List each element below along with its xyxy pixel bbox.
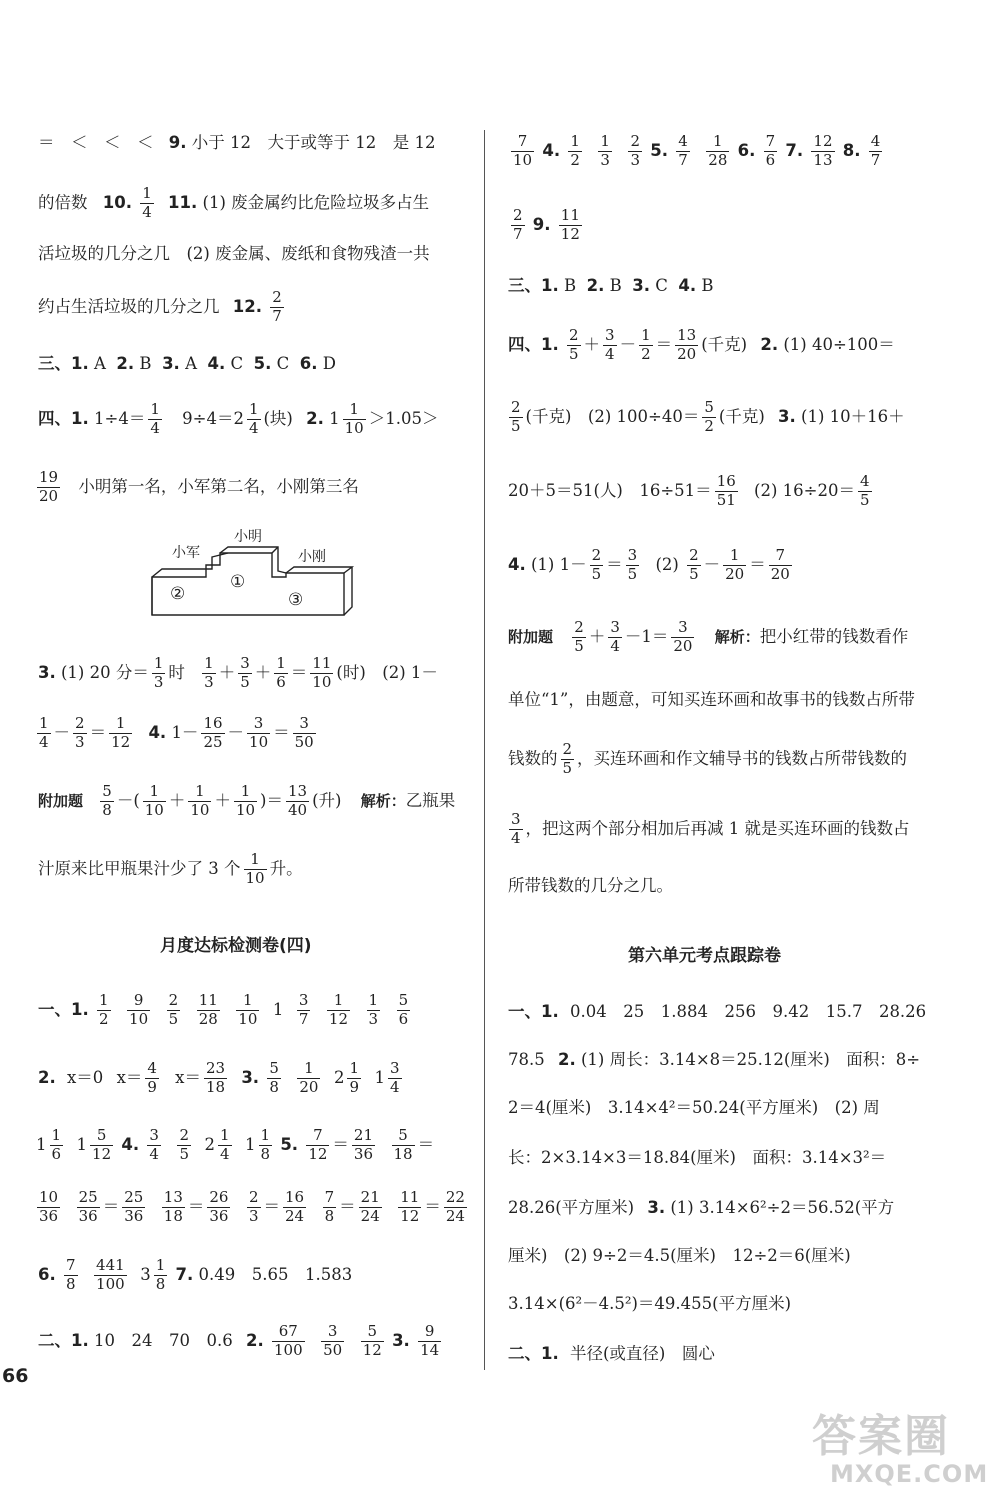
right-line-1: $\frac{7}{10}$ 4. $\frac{1}{2}$ $\frac{1}{3}$ $\frac{2}{3}$ 5. $\frac{4}{7}$ $\frac{1}{28}$ 6. $\frac{7}{6}$ 7. $\frac{12}{13}$ 8. $\frac{4}{7}$	[513, 132, 881, 169]
rank-1: ①	[230, 572, 246, 592]
left-line-13: 2. x＝0 x＝ $\frac{4}{9}$ x＝ $\frac{23}{18}$ 3. $\frac{5}{8}$ $\frac{1}{20}$ 2 $\frac{1}{9}$ 1 $\frac{3}{4}$	[38, 1059, 400, 1096]
left-line-7: $\frac{19}{20}$ 小明第一名，小军第二名，小刚第三名	[39, 468, 359, 505]
watermark: 答案圈 MXQE.COM	[812, 1411, 989, 1488]
left-line-4: 约占生活垃圾的几分之几 12. $\frac{2}{7}$	[38, 288, 282, 325]
right-line-18: 厘米) (2) 9÷2＝4.5(厘米) 12÷2＝6(厘米)	[508, 1246, 851, 1265]
left-line-12: 一、1. $\frac{1}{2}$ $\frac{9}{10}$ $\frac{2}{5}$ $\frac{11}{28}$ $\frac{1}{10}$ 1 $\frac{3}{7}$ $\frac{1}{12}$ $\frac{1}{3}$ $\frac{5}{6}$	[38, 991, 409, 1028]
right-line-17: 28.26(平方厘米) 3. (1) 3.14×6²÷2＝56.52(平方	[508, 1198, 895, 1217]
left-line-11: 汁原来比甲瓶果汁少了 3 个 $\frac{1}{10}$ 升。	[38, 850, 303, 887]
right-line-7: 4. (1) 1－ $\frac{2}{5}$ ＝ $\frac{3}{5}$ (2) $\frac{2}{5}$ － $\frac{1}{20}$ ＝ $\frac{7}{20}$	[508, 546, 790, 583]
left-line-10: 附加题 $\frac{5}{8}$ －( $\frac{1}{10}$ ＋ $\frac{1}{10}$ ＋ $\frac{1}{10}$ )＝ $\frac{13}{40}$ (升) 解析：乙瓶果	[38, 782, 456, 819]
fraction: $\frac{2}{7}$	[272, 288, 282, 325]
right-line-15: 2＝4(厘米) 3.14×4²＝50.24(平方厘米) (2) 周	[508, 1098, 880, 1117]
right-line-12: 所带钱数的几分之几。	[508, 876, 673, 895]
left-line-17: 二、1. 10 24 70 0.6 2. $\frac{67}{100}$ $\frac{3}{50}$ $\frac{5}{12}$ 3. $\frac{9}{14}$	[38, 1322, 440, 1359]
section-title-monthly-4: 月度达标检测卷(四)	[160, 936, 312, 956]
left-line-1: ＝ ＜ ＜ ＜ 9. 小于 12 大于或等于 12 是 12	[38, 133, 436, 152]
rank-3: ③	[288, 590, 304, 610]
left-line-14: 1 $\frac{1}{6}$ 1 $\frac{5}{12}$ 4. $\frac{3}{4}$ $\frac{2}{5}$ 2 $\frac{1}{4}$ 1 $\frac{1}{8}$ 5. $\frac{7}{12}$ ＝ $\frac{21}{36}$ $\frac{5}{18}$ ＝	[36, 1126, 435, 1163]
rank-2: ②	[170, 584, 186, 604]
left-line-9: $\frac{1}{4}$ － $\frac{2}{3}$ ＝ $\frac{1}{12}$ 4. 1－ $\frac{16}{25}$ － $\frac{3}{10}$ ＝ $\frac{3}{50}$	[39, 714, 314, 751]
page-number: 66	[2, 1365, 29, 1387]
left-line-16: 6. $\frac{7}{8}$ $\frac{441}{100}$ 3 $\frac{1}{8}$ 7. 0.49 5.65 1.583	[38, 1256, 353, 1293]
right-line-11: $\frac{3}{4}$ ，把这两个部分相加后再减 1 就是买连环画的钱数占	[511, 810, 910, 847]
left-line-6: 四、1. 1÷4＝ $\frac{1}{4}$ 9÷4＝2 $\frac{1}{4}$ (块) 2. 1 $\frac{1}{10}$ ＞1.05＞	[38, 400, 439, 437]
right-line-19: 3.14×(6²－4.5²)＝49.455(平方厘米)	[508, 1294, 792, 1313]
right-line-8: 附加题 $\frac{2}{5}$ ＋ $\frac{3}{4}$ －1＝ $\frac{3}{20}$ 解析：把小红带的钱数看作	[508, 618, 909, 655]
left-line-3: 活垃圾的几分之几 (2) 废金属、废纸和食物残渣一共	[38, 244, 430, 263]
label-xiaogang: 小刚	[298, 549, 326, 565]
right-line-9: 单位“1”，由题意，可知买连环画和故事书的钱数占所带	[508, 690, 915, 709]
right-line-20: 二、1. 半径(或直径) 圆心	[508, 1344, 715, 1363]
left-line-15: $\frac{10}{36}$ $\frac{25}{36}$ ＝ $\frac{25}{36}$ $\frac{13}{18}$ ＝ $\frac{26}{36}$ $\frac{2}{3}$ ＝ $\frac{16}{24}$ $\frac{7}{8}$ ＝ $\frac{21}{24}$ $\frac{11}{12}$ ＝ $\frac{22}{24}$	[39, 1188, 465, 1225]
fraction: $\frac{1}{4}$	[142, 184, 152, 221]
right-line-2: $\frac{2}{7}$ 9. $\frac{11}{12}$	[513, 206, 580, 243]
column-divider	[484, 130, 485, 1370]
right-line-14: 78.5 2. (1) 周长：3.14×8＝25.12(厘米) 面积：8÷	[508, 1050, 921, 1069]
right-line-16: 长：2×3.14×3＝18.84(厘米) 面积：3.14×3²＝	[508, 1148, 887, 1167]
left-line-2: 的倍数 10. $\frac{1}{4}$ 11. (1) 废金属约比危险垃圾多占生	[38, 184, 430, 221]
label-xiaojun: 小军	[172, 545, 200, 561]
right-line-13: 一、1. 0.04 25 1.884 256 9.42 15.7 28.26	[508, 1002, 927, 1021]
right-line-6: 20＋5＝51(人) 16÷51＝ $\frac{16}{51}$ (2) 16÷20＝ $\frac{4}{5}$	[508, 472, 870, 509]
right-line-3: 三、1. B 2. B 3. C 4. B	[508, 276, 714, 295]
right-line-5: $\frac{2}{5}$ (千克) (2) 100÷40＝ $\frac{5}{2}$ (千克) 3. (1) 10＋16＋	[511, 398, 905, 435]
right-line-10: 钱数的 $\frac{2}{5}$ ，买连环画和作文辅导书的钱数占所带钱数的	[508, 740, 908, 777]
left-line-8: 3. (1) 20 分＝ $\frac{1}{3}$ 时 $\frac{1}{3}$ ＋ $\frac{3}{5}$ ＋ $\frac{1}{6}$ ＝ $\frac{11}{10}$ (时) (2) 1－	[38, 654, 438, 691]
section-title-unit-6: 第六单元考点跟踪卷	[628, 946, 781, 966]
left-line-5: 三、1. A 2. B 3. A 4. C 5. C 6. D	[38, 354, 336, 373]
label-xiaoming: 小明	[234, 529, 262, 545]
right-line-4: 四、1. $\frac{2}{5}$ ＋ $\frac{3}{4}$ － $\frac{1}{2}$ ＝ $\frac{13}{20}$ (千克) 2. (1) 40÷100＝	[508, 326, 895, 363]
podium-diagram	[148, 525, 363, 625]
